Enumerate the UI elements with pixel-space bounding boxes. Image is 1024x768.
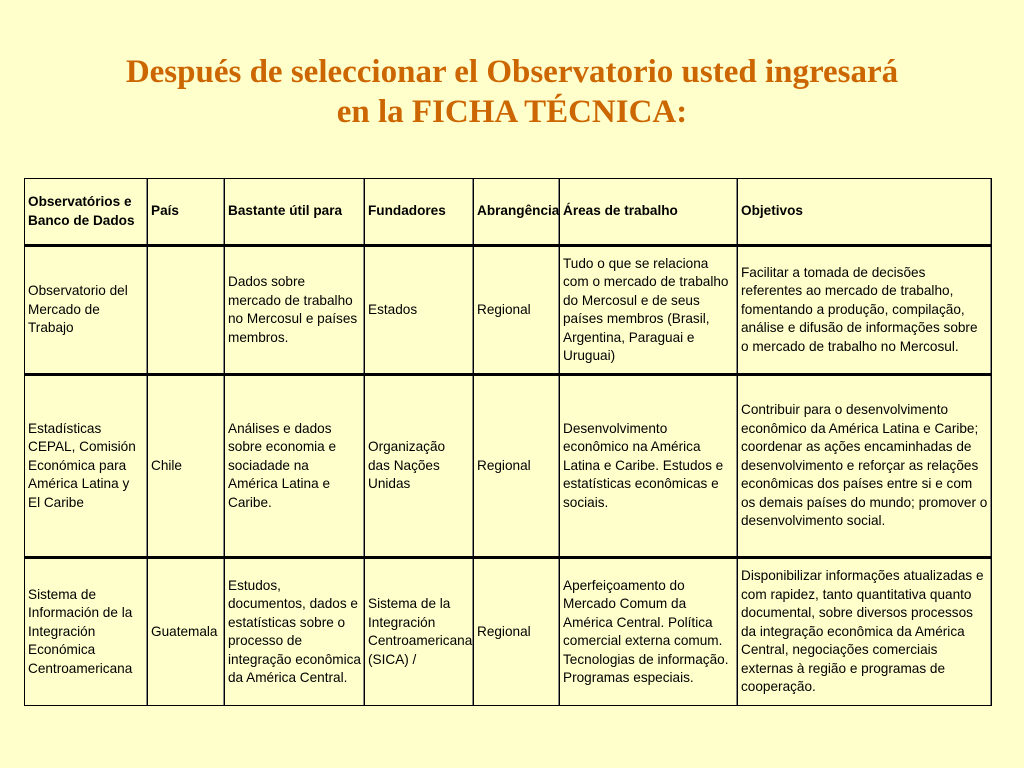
- cell-pais: [148, 245, 225, 374]
- header-observatorios: Observatórios e Banco de Dados: [25, 179, 148, 245]
- header-pais: País: [148, 179, 225, 245]
- slide-title-line-2: en la FICHA TÉCNICA:: [336, 94, 688, 130]
- header-bastante-util: Bastante útil para: [225, 179, 365, 245]
- cell-abrangencia: Regional: [474, 557, 560, 706]
- table-row: [25, 557, 992, 706]
- cell-fundadores: Organização das Nações Unidas: [365, 374, 474, 557]
- cell-objetivos: Disponibilizar informações atualizadas e com rapidez, tanto quantitativa quanto documental, sobre diversos processos da integração econômica da América Central, negociações comerciais externas à região e programas de cooperação.: [738, 557, 992, 706]
- cell-fundadores: Sistema de la Integración Centroamericana (SICA) /: [365, 557, 474, 706]
- cell-abrangencia: Regional: [474, 374, 560, 557]
- cell-abrangencia: Regional: [474, 245, 560, 374]
- header-fundadores: Fundadores: [365, 179, 474, 245]
- cell-areas-de-trabalho: Aperfeiçoamento do Mercado Comum da América Central. Política comercial externa comum. Tecnologias de informação. Programas especiais.: [560, 557, 738, 706]
- cell-fundadores: Estados: [365, 245, 474, 374]
- slide-title: [0, 52, 1024, 132]
- header-abrangencia: Abrangência: [474, 179, 560, 245]
- cell-observatorio: Sistema de Información de la Integración Económica Centroamericana: [25, 557, 148, 706]
- table-header-row: [25, 179, 992, 245]
- cell-objetivos: Facilitar a tomada de decisões referentes ao mercado de trabalho, fomentando a produção, compilação, análise e difusão de informações sobre o mercado de trabalho no Mercosul.: [738, 245, 992, 374]
- ficha-tecnica-table: [24, 178, 992, 706]
- header-areas-de-trabalho: Áreas de trabalho: [560, 179, 738, 245]
- cell-bastante-util: Dados sobre mercado de trabalho no Mercosul e países membros.: [225, 245, 365, 374]
- slide-title-line-1: Después de seleccionar el Observatorio usted ingresará: [125, 54, 899, 90]
- cell-observatorio: Observatorio del Mercado de Trabajo: [25, 245, 148, 374]
- cell-pais: Guatemala: [148, 557, 225, 706]
- cell-areas-de-trabalho: Tudo o que se relaciona com o mercado de trabalho do Mercosul e de seus países membros (Brasil, Argentina, Paraguai e Uruguai): [560, 245, 738, 374]
- cell-objetivos: Contribuir para o desenvolvimento econômico da América Latina e Caribe; coordenar as ações encaminhadas de desenvolvimento e reforçar as relações econômicas dos países entre si e com os demais países do mundo; promover o desenvolvimento social.: [738, 374, 992, 557]
- cell-pais: Chile: [148, 374, 225, 557]
- cell-bastante-util: Estudos, documentos, dados e estatísticas sobre o processo de integração econômica da América Central.: [225, 557, 365, 706]
- header-objetivos: Objetivos: [738, 179, 992, 245]
- cell-observatorio: Estadísticas CEPAL, Comisión Económica para América Latina y El Caribe: [25, 374, 148, 557]
- cell-areas-de-trabalho: Desenvolvimento econômico na América Latina e Caribe. Estudos e estatísticas econômicas e sociais.: [560, 374, 738, 557]
- table-row: [25, 374, 992, 557]
- table-row: [25, 245, 992, 374]
- cell-bastante-util: Análises e dados sobre economia e sociadade na América Latina e Caribe.: [225, 374, 365, 557]
